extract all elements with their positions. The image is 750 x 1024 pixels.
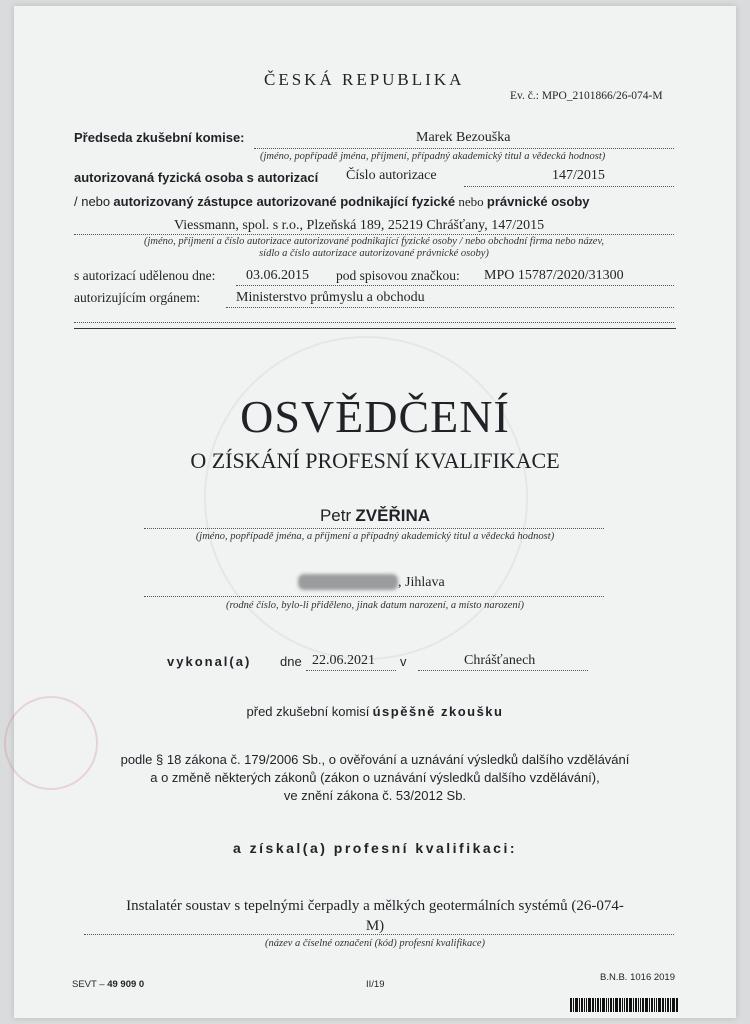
company-note: (jméno, příjmení a číslo autorizace autorizované podnikající fyzické osoby / nebo obchodní firma nebo název, sídlo a číslo autorizace autorizované právnické osoby)	[144, 236, 604, 259]
chair-name: Marek Bezouška	[416, 130, 511, 145]
qualification-note: (název a číselné označení (kód) profesní kvalifikace)	[264, 938, 486, 949]
authority-label: autorizujícím orgánem:	[74, 290, 201, 305]
sevt-code: SEVT – 49 909 0	[72, 979, 145, 990]
header-separator	[74, 328, 676, 329]
holder-note: (jméno, popřípadě jména, a příjmení a případný akademický titul a vědecká hodnost)	[195, 531, 555, 542]
exam-date: 22.06.2021	[312, 653, 375, 668]
chair-name-note: (jméno, popřípadě jména, příjmení, případný akademický titul a vědecká hodnost)	[260, 151, 606, 162]
date-label: dne	[280, 654, 302, 669]
company-info: Viessmann, spol. s r.o., Plzeňská 189, 25219 Chrášťany, 147/2015	[174, 218, 545, 233]
completed-label: vykonal(a)	[167, 654, 252, 669]
chair-label: Předseda zkušební komise:	[74, 130, 245, 145]
birth-place: , Jihlava	[398, 575, 445, 590]
certificate-title: OSVĚDČENÍ	[240, 391, 510, 442]
law-reference: podle § 18 zákona č. 179/2006 Sb., o ověřování a uznávání výsledků dalšího vzdělávání a o změně některých zákonů (zákon o uznávání výsledků dalšího vzdělávání), ve znění zákona č. 53/2012 Sb.	[120, 752, 630, 803]
form-version: II/19	[366, 979, 385, 990]
acquired-label: a získal(a) profesní kvalifikaci:	[232, 840, 518, 856]
authority-name: Ministerstvo průmyslu a obchodu	[236, 290, 425, 305]
authorization-number-label: Číslo autorizace	[346, 168, 437, 183]
exam-result: před zkušební komisí úspěšně zkoušku	[246, 704, 504, 719]
representative-line: / nebo autorizovaný zástupce autorizované podnikající fyzické nebo právnické osoby	[74, 194, 590, 209]
country-heading: ČESKÁ REPUBLIKA	[264, 70, 465, 89]
redacted-birth-number	[298, 574, 398, 590]
authorized-person-label: autorizovaná fyzická osoba s autorizací	[74, 170, 319, 185]
file-label: pod spisovou značkou:	[336, 268, 460, 283]
granted-label: s autorizací udělenou dne:	[74, 268, 216, 283]
exam-place: Chrášťanech	[464, 653, 536, 668]
authorization-number: 147/2015	[552, 168, 605, 183]
birth-note: (rodné číslo, bylo-li přiděleno, jinak datum narození, a místo narození)	[225, 600, 525, 611]
qualification-name: Instalatér soustav s tepelnými čerpadly a mělkých geotermálních systémů (26-074- M)	[126, 898, 624, 934]
certificate-subtitle: O ZÍSKÁNÍ PROFESNÍ KVALIFIKACE	[190, 448, 560, 473]
evidence-number: Ev. č.: MPO_2101866/26-074-M	[510, 90, 663, 102]
print-code: B.N.B. 1016 2019	[600, 972, 675, 983]
certificate-page	[14, 6, 736, 1018]
emblem-watermark	[204, 336, 528, 660]
barcode	[570, 998, 679, 1012]
holder-name: Petr ZVĚŘINA	[319, 506, 431, 525]
place-label: v	[400, 654, 407, 669]
granted-date: 03.06.2015	[246, 268, 309, 283]
file-number: MPO 15787/2020/31300	[484, 268, 624, 283]
